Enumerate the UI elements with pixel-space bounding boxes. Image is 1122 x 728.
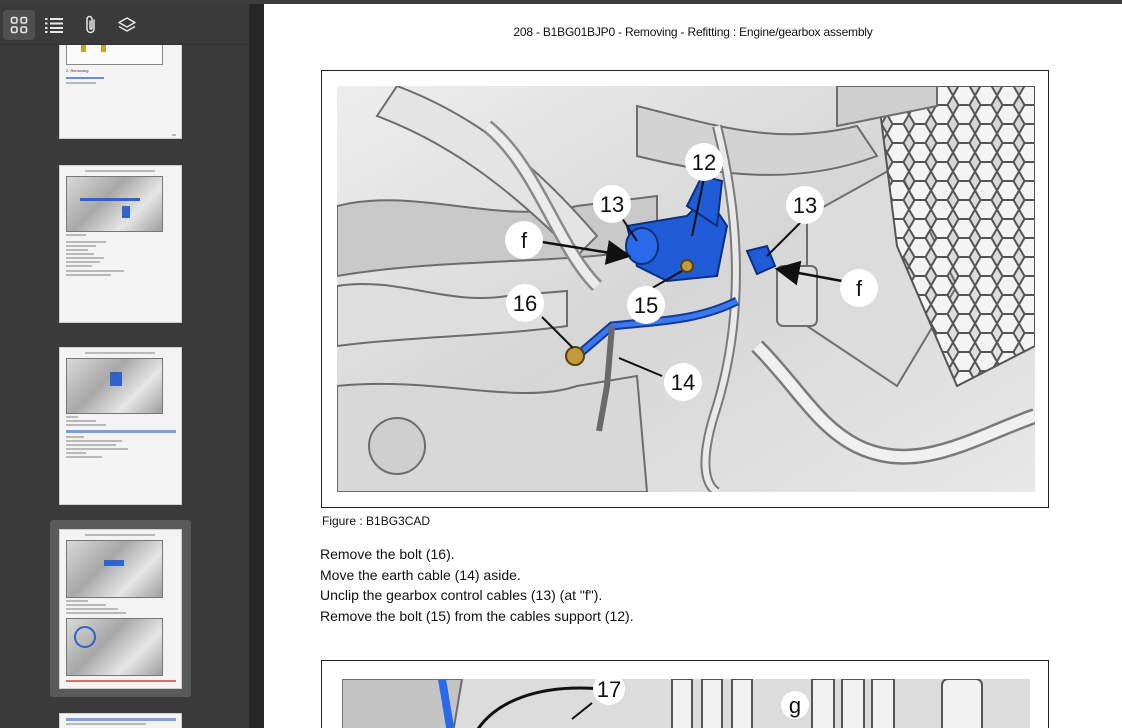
svg-text:12: 12 (691, 150, 717, 175)
page-thumbnail[interactable] (59, 713, 182, 728)
document-page (264, 4, 1122, 728)
thumbnail-figure (66, 45, 163, 65)
callout-f-right (840, 269, 878, 307)
page-thumbnail[interactable] (59, 45, 182, 139)
instruction-line: Move the earth cable (14) aside. (320, 566, 521, 583)
svg-text:14: 14 (670, 370, 696, 395)
page-thumbnail[interactable] (59, 347, 182, 505)
instruction-list (320, 544, 634, 626)
callout-16 (506, 284, 544, 322)
thumbnail-figure (66, 358, 163, 414)
callout-12 (685, 143, 723, 181)
figure-illustration (342, 679, 1030, 728)
instruction-line: Unclip the gearbox control cables (13) (at "f"). (320, 587, 603, 603)
thumbnail-list[interactable] (0, 45, 249, 728)
thumbnail-heading: 2. Removing (66, 68, 89, 73)
callout-g (781, 691, 809, 719)
svg-text:f: f (520, 228, 528, 253)
svg-text:17: 17 (596, 679, 622, 702)
callout-13-right (786, 186, 824, 224)
svg-text:16: 16 (512, 291, 538, 316)
page-thumbnail-current[interactable] (59, 529, 182, 689)
page-header: 208 - B1BG01BJP0 - Removing - Refitting : Engine/gearbox assembly (513, 25, 873, 39)
outline-button[interactable] (38, 10, 70, 40)
paperclip-icon (84, 15, 98, 35)
page-thumbnail[interactable] (59, 165, 182, 323)
figure-engine-gearbox (321, 70, 1049, 508)
callout-13-left (593, 185, 631, 223)
svg-text:13: 13 (599, 192, 625, 217)
attachments-button[interactable] (75, 10, 107, 40)
thumbnail-figure (66, 176, 163, 232)
sidebar-splitter[interactable] (250, 4, 264, 728)
callout-f-left (505, 221, 543, 259)
sidebar (0, 4, 250, 728)
thumbnail-figure (66, 540, 163, 598)
svg-text:f: f (855, 276, 863, 301)
figure-caption: Figure : B1BG3CAD (322, 514, 431, 528)
callout-14 (664, 363, 702, 401)
figure-second (321, 660, 1049, 728)
svg-text:13: 13 (792, 193, 818, 218)
instruction-line: Remove the bolt (16). (320, 546, 455, 562)
svg-text:g: g (788, 693, 802, 718)
callout-15 (627, 286, 665, 324)
sidebar-toolbar (0, 4, 249, 45)
layers-button[interactable] (111, 10, 143, 40)
callout-17 (593, 679, 625, 705)
list-icon (44, 16, 64, 34)
instruction-line: Remove the bolt (15) from the cables support (12). (320, 607, 634, 624)
svg-text:15: 15 (633, 293, 659, 318)
figure-illustration (337, 86, 1035, 492)
grid-icon (10, 16, 28, 34)
thumbnails-button[interactable] (3, 10, 35, 40)
layers-icon (117, 16, 137, 34)
